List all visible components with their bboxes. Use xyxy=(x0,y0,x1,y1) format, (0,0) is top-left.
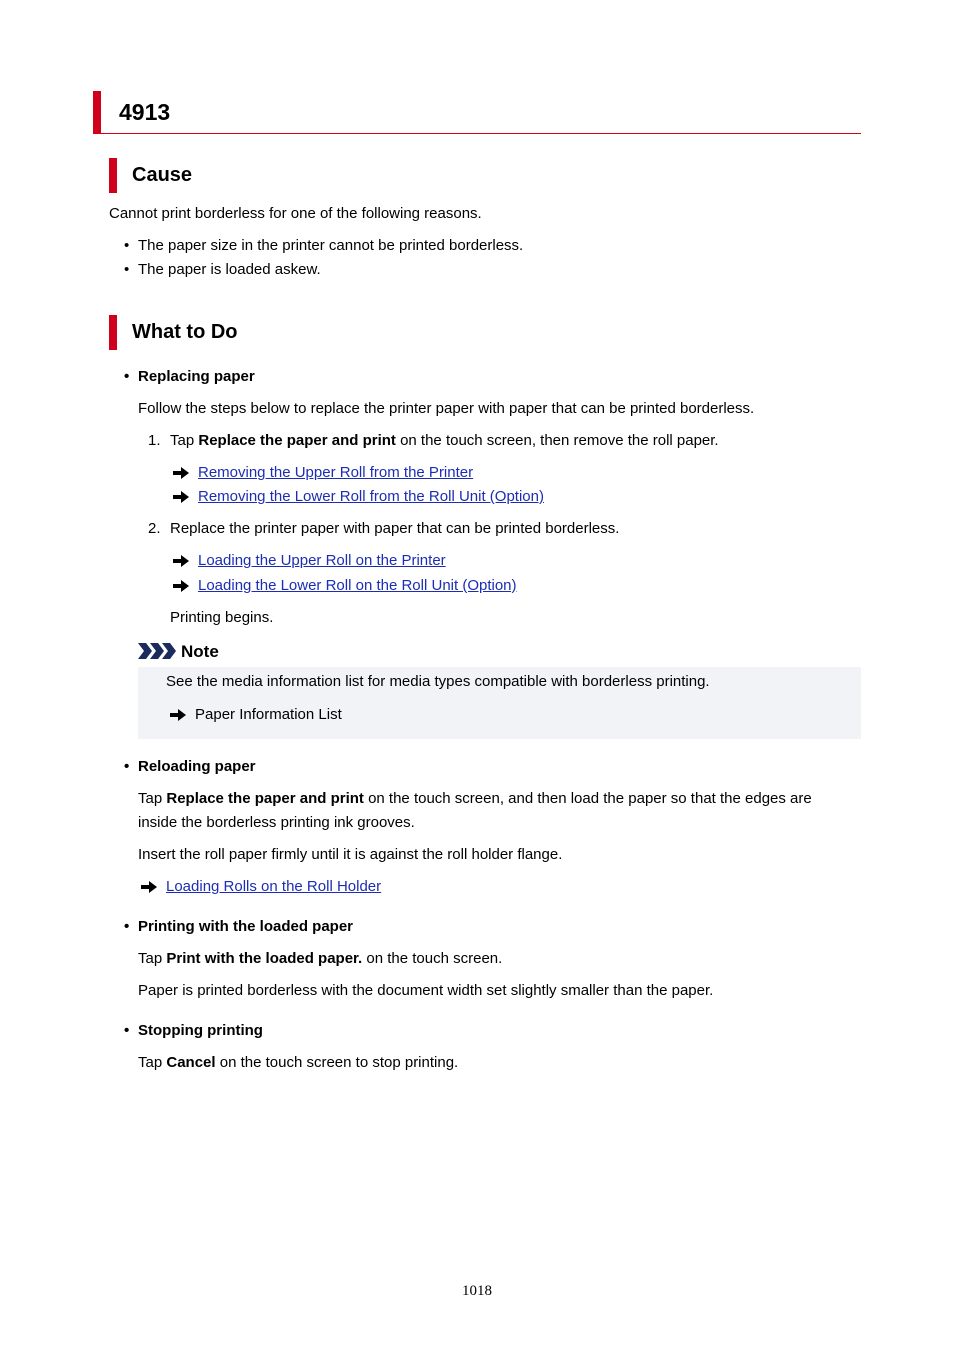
reloading-paper-title: Reloading paper xyxy=(138,758,256,775)
step-number: 1. xyxy=(148,432,161,449)
bullet-dot: • xyxy=(124,758,130,775)
loaded-paper-title: Printing with the loaded paper xyxy=(138,918,354,935)
link-remove-upper-roll[interactable] xyxy=(198,464,473,482)
step-1-bold: Replace the paper and print xyxy=(198,432,396,449)
reloading-line-1 xyxy=(138,790,812,808)
link-loading-rolls-holder[interactable] xyxy=(166,878,381,896)
cause-accent-bar xyxy=(109,158,117,193)
reloading-line-3: Insert the roll paper firmly until it is against the roll holder flange. xyxy=(138,846,563,863)
reloading-line-1-post: on the touch screen, and then load the paper so that the edges are xyxy=(363,790,812,807)
right-arrow-icon xyxy=(170,709,186,721)
right-arrow-icon xyxy=(173,467,189,479)
replacing-paper-intro: Follow the steps below to replace the printer paper with paper that can be printed borderless. xyxy=(138,400,755,417)
stopping-line-1-pre: Tap xyxy=(138,1054,167,1071)
stopping-line-1-bold: Cancel xyxy=(166,1054,216,1071)
bullet-dot: • xyxy=(124,237,130,254)
page-title-block xyxy=(93,91,861,134)
stopping-line-1 xyxy=(138,1054,458,1072)
loaded-line-1-pre: Tap xyxy=(138,950,167,967)
reloading-line-1-bold: Replace the paper and print xyxy=(166,790,364,807)
stopping-line-1-post: on the touch screen to stop printing. xyxy=(215,1054,459,1071)
bullet-dot: • xyxy=(124,261,130,278)
note-ref-paper-information-list: Paper Information List xyxy=(195,706,342,723)
step-2-text: Replace the printer paper with paper that can be printed borderless. xyxy=(170,520,620,537)
cause-item-1: The paper size in the printer cannot be printed borderless. xyxy=(138,237,524,254)
link-load-lower-roll-text[interactable]: Loading the Lower Roll on the Roll Unit (Option) xyxy=(198,577,517,594)
link-remove-lower-roll-text[interactable]: Removing the Lower Roll from the Roll Unit (Option) xyxy=(198,488,544,505)
link-load-lower-roll[interactable] xyxy=(198,577,517,595)
link-load-upper-roll-text[interactable]: Loading the Upper Roll on the Printer xyxy=(198,552,446,569)
note-label: Note xyxy=(181,642,219,661)
step-1-pre: Tap xyxy=(170,432,199,449)
loaded-line-1-post: on the touch screen. xyxy=(362,950,503,967)
link-loading-rolls-holder-text[interactable]: Loading Rolls on the Roll Holder xyxy=(166,878,382,895)
title-accent-bar xyxy=(93,91,101,133)
bullet-dot: • xyxy=(124,368,130,385)
right-arrow-icon xyxy=(173,580,189,592)
step-1-text xyxy=(170,432,719,450)
reloading-line-1-pre: Tap xyxy=(138,790,167,807)
right-arrow-icon xyxy=(141,881,157,893)
note-chevrons-icon xyxy=(138,643,178,659)
step-number: 2. xyxy=(148,520,161,537)
cause-intro: Cannot print borderless for one of the following reasons. xyxy=(109,205,482,222)
bullet-dot: • xyxy=(124,918,130,935)
cause-heading: Cause xyxy=(132,164,193,186)
link-remove-upper-roll-text[interactable]: Removing the Upper Roll from the Printer xyxy=(198,464,474,481)
bullet-dot: • xyxy=(124,1022,130,1039)
page-number: 1018 xyxy=(462,1283,492,1299)
what-to-do-heading: What to Do xyxy=(132,321,238,343)
link-load-upper-roll[interactable] xyxy=(198,552,446,570)
replacing-paper-title: Replacing paper xyxy=(138,368,255,385)
stopping-printing-title: Stopping printing xyxy=(138,1022,263,1039)
link-remove-lower-roll[interactable] xyxy=(198,488,544,506)
page-title: 4913 xyxy=(119,99,171,125)
note-text: See the media information list for media types compatible with borderless printing. xyxy=(166,673,710,690)
right-arrow-icon xyxy=(173,555,189,567)
right-arrow-icon xyxy=(173,491,189,503)
reloading-line-2: inside the borderless printing ink grooves. xyxy=(138,814,415,831)
printing-begins: Printing begins. xyxy=(170,609,274,626)
loaded-line-1 xyxy=(138,950,502,968)
loaded-line-1-bold: Print with the loaded paper. xyxy=(166,950,363,967)
what-to-do-accent-bar xyxy=(109,315,117,350)
step-1-post: on the touch screen, then remove the roll paper. xyxy=(395,432,719,449)
loaded-line-2: Paper is printed borderless with the document width set slightly smaller than the paper. xyxy=(138,982,714,999)
cause-item-2: The paper is loaded askew. xyxy=(138,261,321,278)
